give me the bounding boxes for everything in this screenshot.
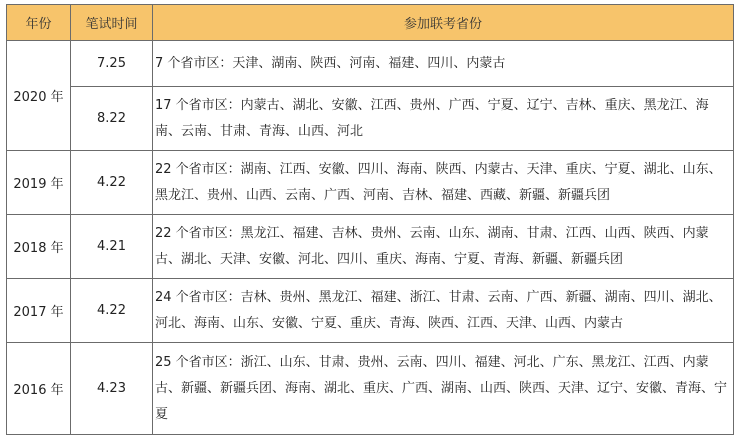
- table-row: [7, 343, 734, 435]
- provinces-cell: 17 个省市区：内蒙古、湖北、安徽、江西、贵州、广西、宁夏、辽宁、吉林、重庆、黑龙江、海南、云南、甘肃、青海、山西、河北: [153, 87, 734, 151]
- year-cell: 2020 年: [7, 41, 71, 151]
- table-row: [7, 87, 734, 151]
- header-year: 年份: [7, 5, 71, 41]
- table-row: [7, 279, 734, 343]
- header-provinces: 参加联考省份: [153, 5, 734, 41]
- year-cell: 2019 年: [7, 151, 71, 215]
- provinces-cell: 24 个省市区：吉林、贵州、黑龙江、福建、浙江、甘肃、云南、广西、新疆、湖南、四川、湖北、河北、海南、山东、安徽、宁夏、重庆、青海、陕西、江西、天津、山西、内蒙古: [153, 279, 734, 343]
- table-row: [7, 215, 734, 279]
- date-cell: 4.22: [71, 151, 153, 215]
- year-cell: 2017 年: [7, 279, 71, 343]
- table-row: [7, 41, 734, 87]
- provinces-cell: 22 个省市区：湖南、江西、安徽、四川、海南、陕西、内蒙古、天津、重庆、宁夏、湖北、山东、黑龙江、贵州、山西、云南、广西、河南、吉林、福建、西藏、新疆、新疆兵团: [153, 151, 734, 215]
- header-exam-date: 笔试时间: [71, 5, 153, 41]
- table-header-row: [7, 5, 734, 41]
- provinces-cell: 7 个省市区：天津、湖南、陕西、河南、福建、四川、内蒙古: [153, 41, 734, 87]
- year-cell: 2018 年: [7, 215, 71, 279]
- date-cell: 8.22: [71, 87, 153, 151]
- exam-schedule-table: [6, 4, 734, 435]
- date-cell: 4.23: [71, 343, 153, 435]
- year-cell: 2016 年: [7, 343, 71, 435]
- date-cell: 4.21: [71, 215, 153, 279]
- date-cell: 7.25: [71, 41, 153, 87]
- date-cell: 4.22: [71, 279, 153, 343]
- table-row: [7, 151, 734, 215]
- provinces-cell: 25 个省市区：浙江、山东、甘肃、贵州、云南、四川、福建、河北、广东、黑龙江、江西、内蒙古、新疆、新疆兵团、海南、湖北、重庆、广西、湖南、山西、陕西、天津、辽宁、安徽、青海、宁夏: [153, 343, 734, 435]
- provinces-cell: 22 个省市区：黑龙江、福建、吉林、贵州、云南、山东、湖南、甘肃、江西、山西、陕西、内蒙古、湖北、天津、安徽、河北、四川、重庆、海南、宁夏、青海、新疆、新疆兵团: [153, 215, 734, 279]
